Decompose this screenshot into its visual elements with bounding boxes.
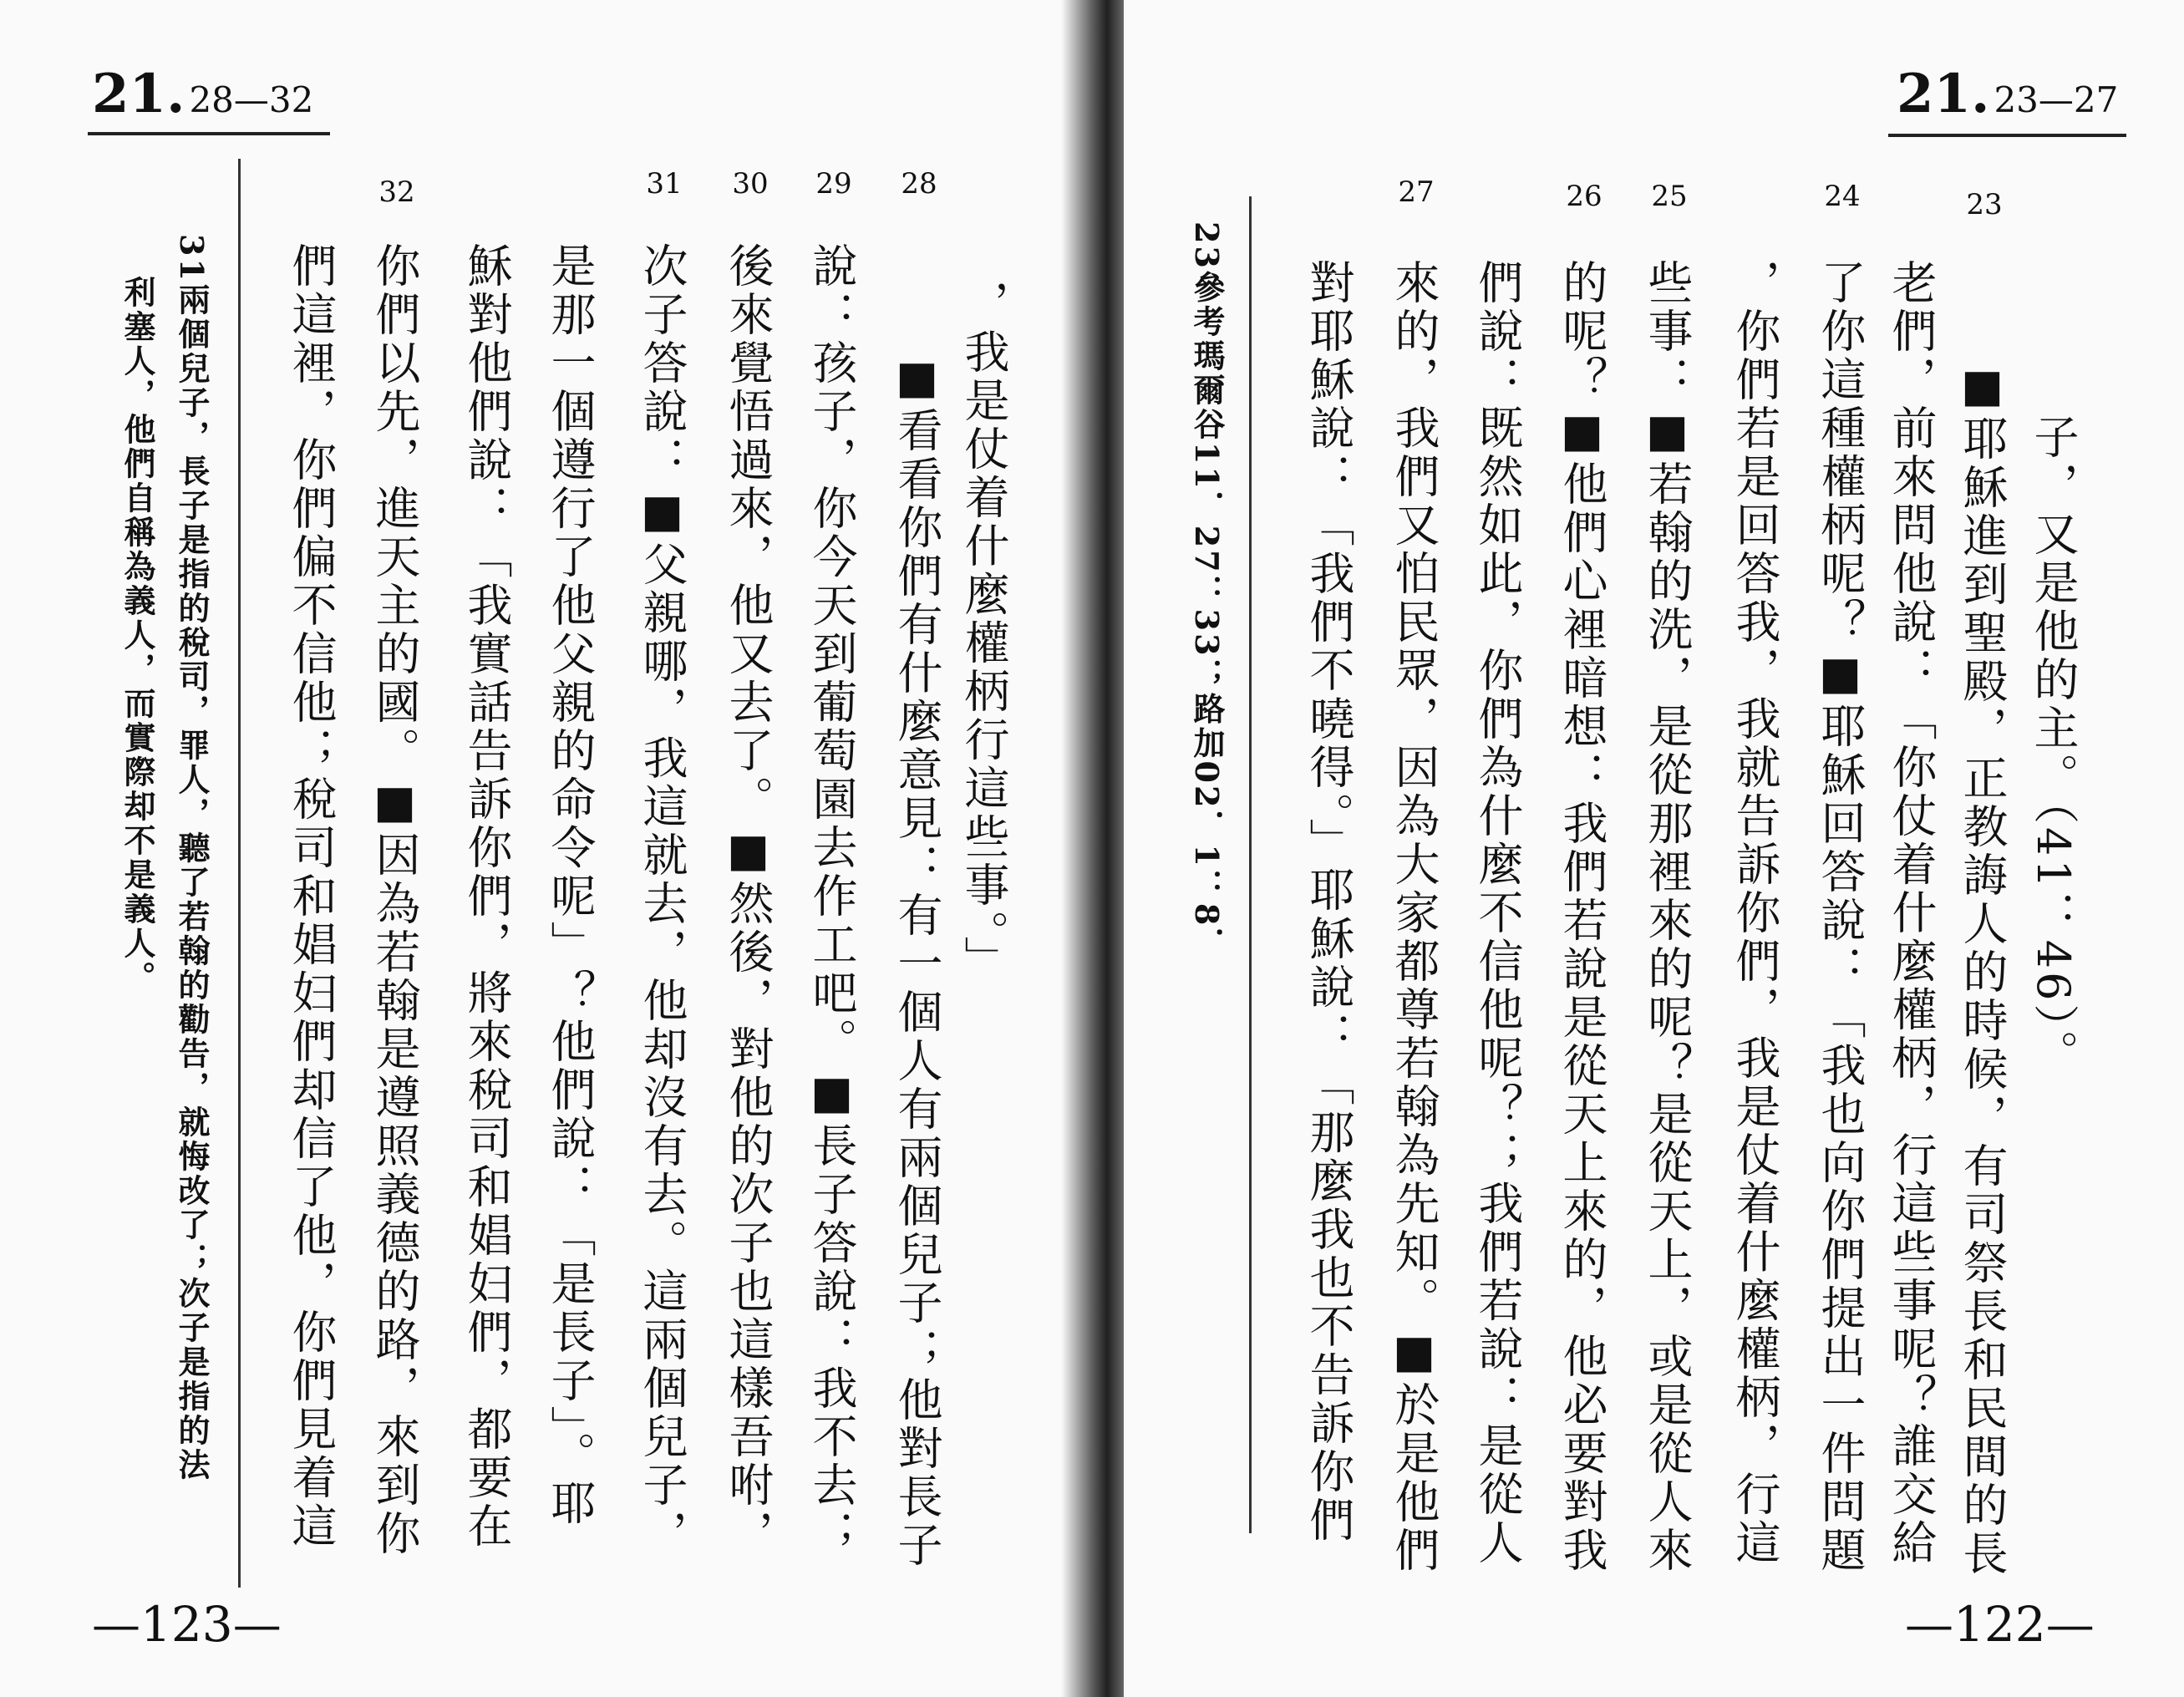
- left-page-number: —123—: [92, 1596, 282, 1653]
- right-note-divider: [1249, 196, 1252, 1533]
- right-text-column: ，你們若是回答我，我就告訴你們，我是仗着什麼權柄，行這: [1729, 259, 1781, 1567]
- left-header: [92, 63, 313, 125]
- left-verse-number: 29: [815, 167, 852, 201]
- right-verse-number: 23: [1966, 188, 2003, 221]
- left-text-column: 是那一個遵行了他父親的命令呢」？他們說：「是長子」。耶: [544, 242, 597, 1528]
- right-verse-number: 25: [1651, 180, 1688, 213]
- right-page-number: —122—: [1905, 1596, 2095, 1653]
- right-header-chapter: 21.: [1897, 63, 1990, 125]
- left-verse-number: 28: [901, 167, 937, 201]
- left-text-column: 後來覺悟過來，他又去了。■然後，對他的次子也這樣吾咐，: [722, 242, 775, 1558]
- right-text-column: 些事：■若翰的洗，是從那裡來的呢？是從天上，或是從人來: [1641, 259, 1694, 1575]
- left-header-range: 28—32: [189, 79, 314, 120]
- right-verse-number: 24: [1824, 180, 1861, 213]
- right-reference-note: 23參考瑪爾谷11．27：33；路加02．1：8．: [1188, 221, 1226, 963]
- left-verse-number: 31: [646, 167, 683, 201]
- left-text-column: 你們以先，進天主的國。■因為若翰是遵照義德的路，來到你: [368, 242, 421, 1558]
- left-text-column: 們這裡，你們偏不信他；稅司和娼妇們却信了他，你們見着這: [285, 242, 338, 1551]
- left-text-column: 說：孩子，你今天到葡萄園去作工吧。■長子答說：我不去；: [805, 242, 858, 1558]
- right-text-column: 的呢？■他們心裡暗想：我們若說是從天上來的，他必要對我: [1556, 259, 1608, 1575]
- right-verse-number: 26: [1566, 180, 1602, 213]
- left-text-column: 次子答說：■父親哪，我這就去，他却沒有去。這兩個兒子，: [636, 242, 688, 1558]
- right-verse-number: 27: [1398, 175, 1435, 209]
- right-text-column: 子，又是他的主。（41：46）。: [2027, 414, 2080, 1079]
- right-text-column: ■耶穌進到聖殿，正教誨人的時候，有司祭長和民間的長: [1956, 359, 2009, 1578]
- right-text-column: 了你這種權柄呢？■耶穌回答說：「我也向你們提出一件問題: [1814, 259, 1867, 1575]
- right-header: [1897, 63, 2118, 125]
- left-verse-number: 30: [732, 167, 769, 201]
- left-text-column: 穌對他們說：「我實話告訴你們，將來稅司和娼妇們，都要在: [460, 242, 513, 1551]
- left-footnote-line: 利塞人，他們自稱為義人，而實際却不是義人。: [119, 276, 156, 995]
- right-text-column: 老們，前來問他說：「你仗着什麼權柄，行這些事呢？誰交給: [1885, 259, 1938, 1567]
- right-header-range: 23—27: [1994, 79, 2119, 120]
- right-text-column: 們說：既然如此，你們為什麼不信他呢？；我們若說：是從人: [1471, 259, 1524, 1567]
- left-footnote-line: 31兩個兒子，長子是指的稅司，罪人，聽了若翰的勸告，就悔改了；次子是指的法: [173, 234, 211, 1482]
- right-page: [1124, 0, 2184, 1697]
- right-text-column: 來的，我們又怕民眾，因為大家都尊若翰為先知。■於是他們: [1388, 259, 1440, 1575]
- right-header-rule: [1888, 134, 2126, 137]
- left-verse-number: 32: [378, 175, 415, 209]
- left-text-column: ■看看你們有什麼意見：有一個人有兩個兒子；他對長子: [891, 351, 943, 1570]
- left-page: [0, 0, 1082, 1697]
- left-footnote-divider: [238, 159, 241, 1588]
- right-text-column: 對耶穌說：「我們不曉得。」耶穌說：「那麼我也不告訴你們: [1303, 259, 1355, 1545]
- left-header-rule: [88, 132, 330, 135]
- left-header-chapter: 21.: [92, 63, 185, 125]
- left-text-column: ，我是仗着什麼權柄行這些事。」: [957, 280, 1010, 984]
